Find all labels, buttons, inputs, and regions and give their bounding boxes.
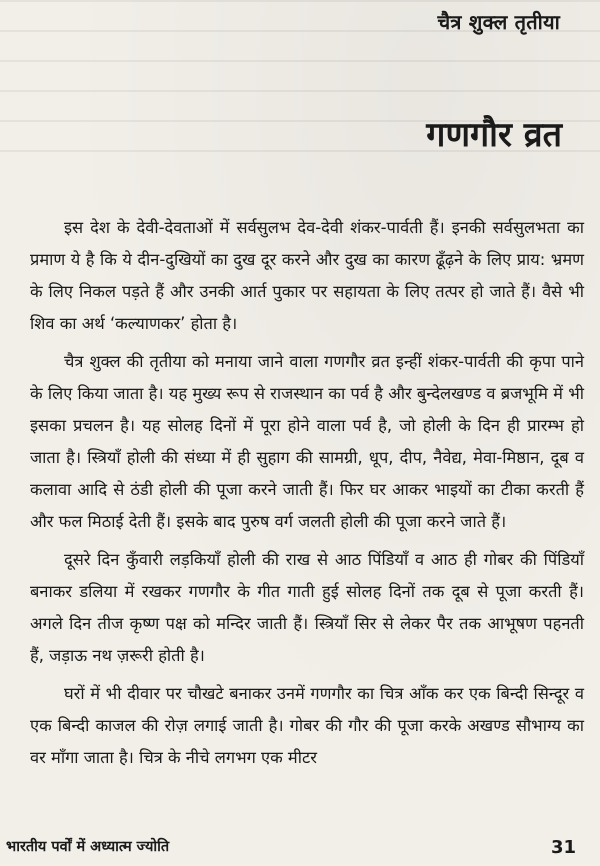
paragraph: दूसरे दिन कुँवारी लड़कियाँ होली की राख से आठ पिंडियाँ व आठ ही गोबर की पिंडियाँ बनाकर डलिया में रखकर गणगौर के गीत गाती हुई सोलह दिनों तक दूब से पूजा करती हैं। अगले दिन तीज कृष्ण पक्ष को मन्दिर जाती हैं। स्त्रियाँ सिर से लेकर पैर तक आभूषण पहनती हैं, जड़ाऊ नथ ज़रूरी होती है। bbox=[30, 550, 584, 665]
paragraph: घरों में भी दीवार पर चौखटे बनाकर उनमें गणगौर का चित्र आँक कर एक बिन्दी सिन्दूर व एक बिन्दी काजल की रोज़ लगाई जाती है। गोबर की गौर की पूजा करके अखण्ड सौभाग्य का वर माँगा जाता है। चित्र के नीचे लगभग एक मीटर bbox=[30, 684, 584, 767]
page-number: 31 bbox=[550, 837, 576, 858]
book-title-footer: भारतीय पर्वों में अध्यात्म ज्योति bbox=[6, 839, 170, 855]
section-header: चैत्र शुक्ल तृतीया bbox=[437, 10, 560, 34]
page-title: गणगौर व्रत bbox=[426, 115, 562, 155]
paragraph: इस देश के देवी-देवताओं में सर्वसुलभ देव-देवी शंकर-पार्वती हैं। इनकी सर्वसुलभता का प्रमाण ये है कि ये दीन-दुखियों का दुख दूर करने और दुख का कारण ढूँढ़ने के लिए प्राय: भ्रमण के लिए निकल पड़ते हैं और उनकी आर्त पुकार पर सहायता के लिए तत्पर हो जाते हैं। वैसे भी शिव का अर्थ ‘कल्याणकर’ होता है। bbox=[30, 218, 584, 333]
paragraph: चैत्र शुक्ल की तृतीया को मनाया जाने वाला गणगौर व्रत इन्हीं शंकर-पार्वती की कृपा पाने के लिए किया जाता है। यह मुख्य रूप से राजस्थान का पर्व है और बुन्देलखण्ड व ब्रजभूमि में भी इसका प्रचलन है। यह सोलह दिनों में पूरा होने वाला पर्व है, जो होली के दिन ही प्रारम्भ हो जाता है। स्त्रियाँ होली की संध्या में ही सुहाग की सामग्री, धूप, दीप, नैवेद्य, मेवा-मिष्ठान, दूब व कलावा आदि से ठंडी होली की पूजा करने जाती हैं। फिर घर आकर भाइयों का टीका करती हैं और फल मिठाई देती हैं। इसके बाद पुरुष वर्ग जलती होली की पूजा करने जाते हैं। bbox=[30, 352, 584, 531]
body-text bbox=[30, 212, 584, 780]
